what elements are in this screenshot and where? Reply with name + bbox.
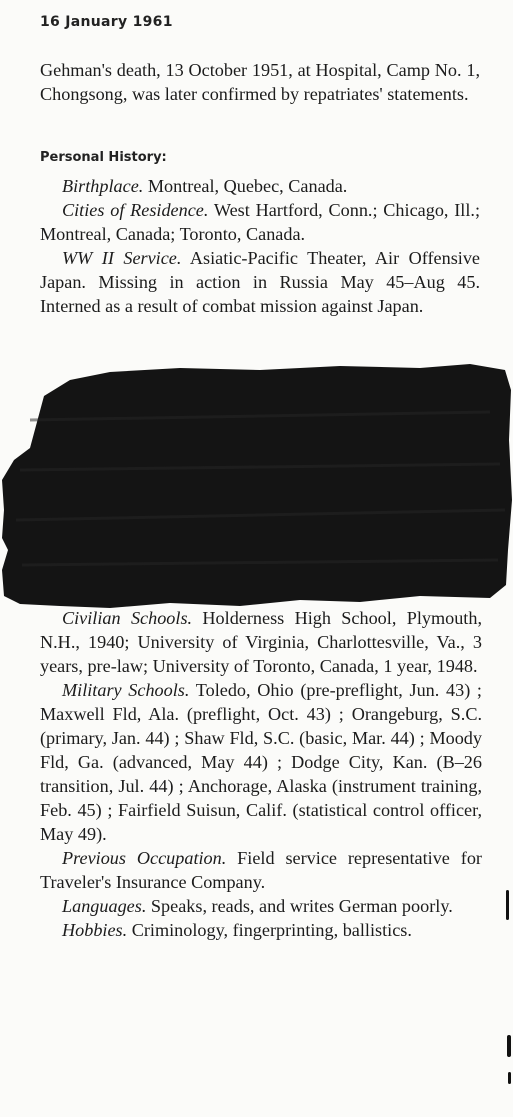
ww2-label: WW II Service. — [62, 248, 182, 268]
military-schools-text: Toledo, Ohio (pre-preflight, Jun. 43) ; Maxwell Fld, Ala. (preflight, Oct. 43) ; Orangeburg, S.C. (primary, Jan. 44) ; Shaw Fld, S.C. (basic, Mar. 44) ; Moody Fld, Ga. (advanced, May 44) ; Dodge City, Kan. (B–26 transition, Jul. 44) ; Anchorage, Alaska (instrument training, Feb. 45) ; Fairfield Suisun, Calif. (statistical control officer, May 49). — [40, 680, 482, 844]
hobbies-text: Criminology, fingerprinting, ballistics. — [127, 920, 412, 940]
previous-occupation-entry — [40, 846, 482, 894]
scan-edge-mark — [508, 1072, 511, 1084]
personal-history-heading: Personal History: — [40, 150, 167, 165]
hobbies-entry — [40, 918, 482, 942]
scan-edge-mark — [506, 890, 509, 920]
military-schools-entry — [40, 678, 482, 846]
ww2-entry — [40, 246, 480, 318]
previous-occupation-label: Previous Occupation. — [62, 848, 227, 868]
languages-text: Speaks, reads, and writes German poorly. — [146, 896, 453, 916]
hobbies-label: Hobbies. — [62, 920, 128, 940]
ww2-text: Asiatic-Pacific Theater, Air Offensive Japan. Missing in action in Russia May 45–Aug 45. Interned as a result of combat mission against Japan. — [40, 248, 480, 316]
redaction-mark — [2, 364, 512, 608]
cities-label: Cities of Residence. — [62, 200, 209, 220]
birthplace-text: Montreal, Quebec, Canada. — [143, 176, 348, 196]
personal-history-lower — [40, 606, 482, 942]
languages-label: Languages. — [62, 896, 147, 916]
scan-edge-mark — [507, 1035, 511, 1057]
cities-text: West Hartford, Conn.; Chicago, Ill.; Montreal, Canada; Toronto, Canada. — [40, 200, 480, 244]
intro-paragraph: Gehman's death, 13 October 1951, at Hospital, Camp No. 1, Chongsong, was later confirmed by repatriates' statements. — [40, 60, 480, 104]
civilian-schools-label: Civilian Schools. — [62, 608, 193, 628]
document-date: 16 January 1961 — [40, 14, 173, 30]
military-schools-label: Military Schools. — [62, 680, 190, 700]
personal-history-upper — [40, 174, 480, 318]
cities-entry — [40, 198, 480, 246]
civilian-schools-entry — [40, 606, 482, 678]
birthplace-entry — [40, 174, 480, 198]
languages-entry — [40, 894, 482, 918]
birthplace-label: Birthplace. — [62, 176, 144, 196]
previous-occupation-text: Field service representative for Traveler's Insurance Company. — [40, 848, 482, 892]
civilian-schools-text: Holderness High School, Plymouth, N.H., 1940; University of Virginia, Charlottesville, Va., 3 years, pre-law; University of Toronto, Canada, 1 year, 1948. — [40, 608, 483, 676]
redaction-block — [0, 360, 513, 610]
